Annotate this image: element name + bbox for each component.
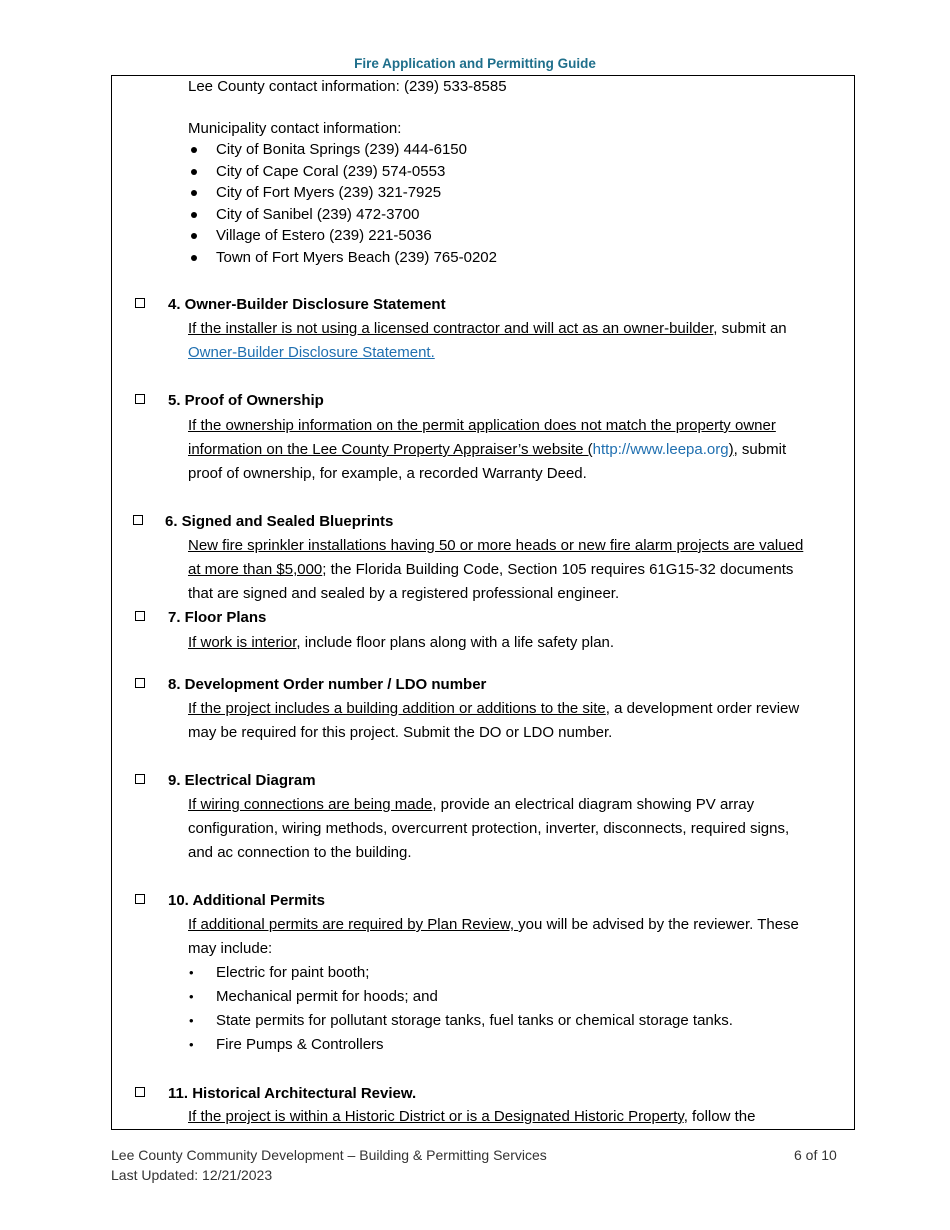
leepa-link[interactable]: http://www.leepa.org (592, 441, 729, 458)
item-6-text: ; the Florida Building Code, Section 105 requires 61G15-32 documents (322, 561, 794, 578)
list-item: City of Cape Coral (239) 574-0553 (216, 163, 446, 180)
item-4-condition: If the installer is not using a licensed contractor and will act as an owner-builder (188, 320, 714, 337)
bullet-icon: • (189, 1013, 194, 1028)
item-5-condition-2: information on the Lee County Property Appraiser’s website ( (188, 441, 593, 458)
list-item: State permits for pollutant storage tanks, fuel tanks or chemical storage tanks. (216, 1012, 733, 1029)
item-6-condition-1: New fire sprinkler installations having 50 or more heads or new fire alarm projects are valued (188, 537, 804, 554)
item-10-line-1 (188, 913, 799, 937)
bullet-icon (191, 147, 197, 153)
list-item: City of Bonita Springs (239) 444-6150 (216, 141, 467, 158)
item-6-checkbox[interactable] (133, 515, 143, 525)
item-9-line-1 (188, 793, 754, 817)
item-10-text: you will be advised by the reviewer. These (518, 916, 799, 933)
item-5-line-1 (188, 414, 776, 438)
item-5-line-2 (188, 438, 786, 462)
item-4-line-1 (188, 317, 787, 341)
item-8-condition: If the project includes a building addition or additions to the site (188, 700, 606, 717)
bullet-icon (191, 190, 197, 196)
bullet-icon: • (189, 965, 194, 980)
list-item: Fire Pumps & Controllers (216, 1036, 384, 1053)
item-10-line-2: may include: (188, 940, 273, 957)
item-7-line-1 (188, 631, 614, 655)
item-5-condition-1: If the ownership information on the permit application does not match the property owner (188, 417, 776, 434)
footer-org: Lee County Community Development – Building & Permitting Services (111, 1147, 547, 1163)
list-item: City of Sanibel (239) 472-3700 (216, 206, 420, 223)
item-5-text: , submit (733, 441, 787, 458)
bullet-icon (191, 255, 197, 261)
item-8-checkbox[interactable] (135, 678, 145, 688)
bullet-icon (191, 169, 197, 175)
owner-builder-statement-link[interactable]: Owner-Builder Disclosure Statement. (188, 344, 435, 361)
item-11-checkbox[interactable] (135, 1087, 145, 1097)
lee-county-contact: Lee County contact information: (239) 533-8585 (188, 78, 507, 95)
item-9-line-3: and ac connection to the building. (188, 844, 412, 861)
item-5-condition-3: ) (728, 441, 734, 458)
item-4-checkbox[interactable] (135, 298, 145, 308)
list-item: Town of Fort Myers Beach (239) 765-0202 (216, 249, 497, 266)
item-6-title: 6. Signed and Sealed Blueprints (165, 513, 394, 530)
item-7-title: 7. Floor Plans (168, 609, 267, 626)
item-5-checkbox[interactable] (135, 394, 145, 404)
list-item: Mechanical permit for hoods; and (216, 988, 438, 1005)
item-6-line-2 (188, 558, 793, 582)
list-item: Electric for paint booth; (216, 964, 370, 981)
bullet-icon: • (189, 1037, 194, 1052)
page-number: 6 of 10 (794, 1147, 837, 1163)
bullet-icon (191, 233, 197, 239)
bullet-icon (191, 212, 197, 218)
item-7-text: , include floor plans along with a life safety plan. (296, 634, 615, 651)
item-8-title: 8. Development Order number / LDO number (168, 676, 487, 693)
item-9-line-2: configuration, wiring methods, overcurrent protection, inverter, disconnects, required signs, (188, 820, 790, 837)
item-7-condition: If work is interior (188, 634, 297, 651)
item-4-title: 4. Owner-Builder Disclosure Statement (168, 296, 446, 313)
item-6-line-1 (188, 534, 803, 558)
item-6-line-3: that are signed and sealed by a registered professional engineer. (188, 585, 620, 602)
item-11-title: 11. Historical Architectural Review. (168, 1085, 417, 1102)
item-7-checkbox[interactable] (135, 611, 145, 621)
bullet-icon: • (189, 989, 194, 1004)
item-9-condition: If wiring connections are being made (188, 796, 433, 813)
item-6-condition-2: at more than $5,000 (188, 561, 323, 578)
item-11-condition: If the project is within a Historic District or is a Designated Historic Property (188, 1108, 684, 1125)
item-9-title: 9. Electrical Diagram (168, 772, 316, 789)
item-4-line-2 (188, 341, 435, 365)
item-11-text: , follow the (683, 1108, 756, 1125)
footer-updated: Last Updated: 12/21/2023 (111, 1167, 273, 1183)
page-header-title: Fire Application and Permitting Guide (354, 56, 596, 71)
item-10-checkbox[interactable] (135, 894, 145, 904)
item-4-text: , submit an (713, 320, 787, 337)
item-8-line-1 (188, 697, 799, 721)
item-5-line-3: proof of ownership, for example, a recorded Warranty Deed. (188, 465, 587, 482)
item-9-checkbox[interactable] (135, 774, 145, 784)
item-10-condition: If additional permits are required by Plan Review, (188, 916, 519, 933)
item-10-title: 10. Additional Permits (168, 892, 325, 909)
list-item: Village of Estero (239) 221-5036 (216, 227, 432, 244)
list-item: City of Fort Myers (239) 321-7925 (216, 184, 442, 201)
item-5-title: 5. Proof of Ownership (168, 392, 324, 409)
item-9-text: , provide an electrical diagram showing PV array (432, 796, 755, 813)
content-box (111, 75, 855, 1130)
item-11-line-1 (188, 1105, 755, 1129)
item-8-line-2: may be required for this project. Submit the DO or LDO number. (188, 724, 613, 741)
item-8-text: , a development order review (605, 700, 800, 717)
municipality-label: Municipality contact information: (188, 120, 402, 137)
